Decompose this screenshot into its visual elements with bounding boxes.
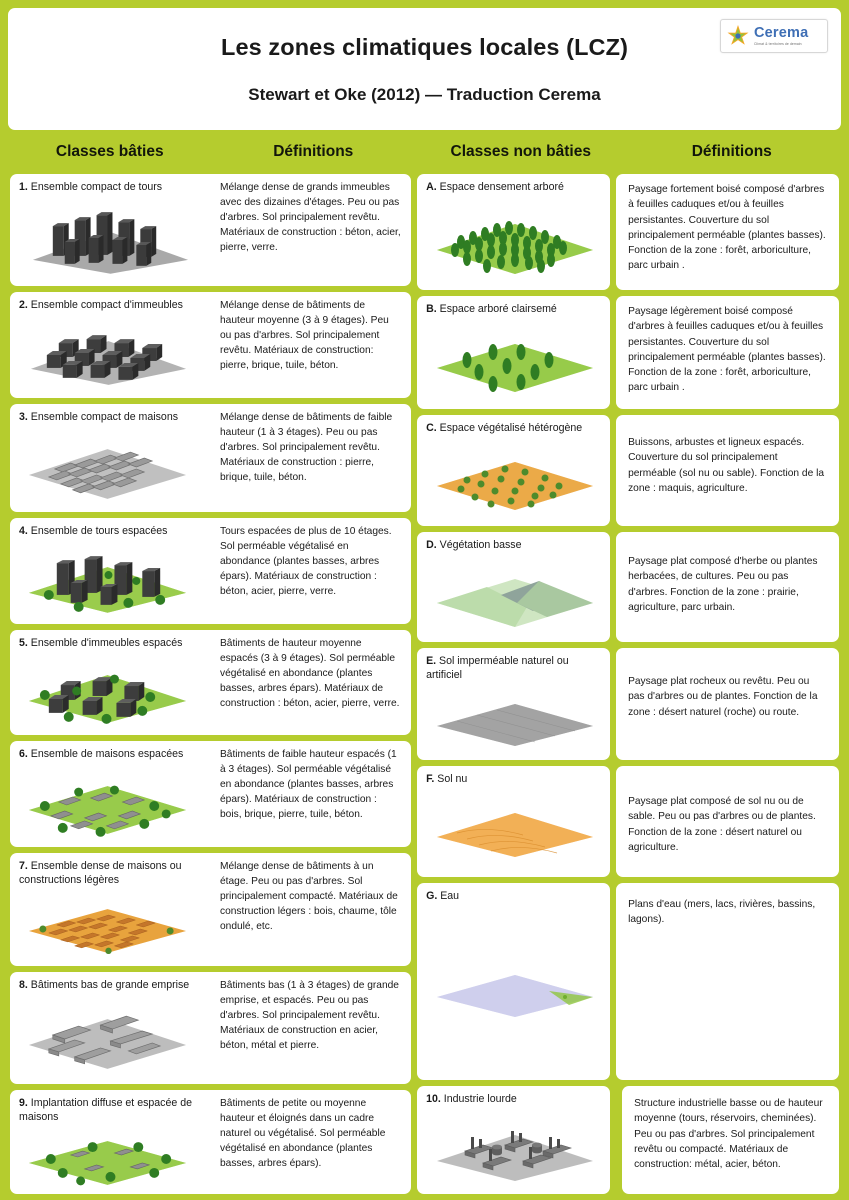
lcz5-definition: Bâtiments de hauteur moyenne espacés (3 à 9 étages). Sol perméable végétalisé en abondance (plantes basses, arbres épars). Matériaux de construction : béton, acier, pierre, verre. [220,637,400,709]
lcz5-title: Ensemble d'immeubles espacés [30,636,183,649]
built-column [10,174,411,1194]
lcz4-definition: Tours espacées de plus de 10 étages. Sol perméable végétalisé en abondance (plantes basses, arbres épars). Matériaux de construction : béton, acier, pierre, verre. [220,525,392,597]
lcz5-label [19,636,196,650]
lcz8-number: 8. [19,979,28,992]
lcz9-illustration [19,1126,196,1188]
lczc-definition-card [616,415,839,526]
lczg-figure-cell [417,883,610,1080]
nonbuilt-definition-column [616,174,839,1080]
lcz3-figure-cell [10,404,203,512]
paved-surface-icon [427,690,603,750]
lczf-definition-card [616,766,839,877]
lcza-definition-card [616,174,839,290]
cerema-logo [720,19,828,53]
lcz10-definition: Structure industrielle basse ou de hauteur moyenne (tours, réservoirs, cheminées). Peu ou pas d'arbres. Sol principalement revêtu ou compacté. Matériaux de construction: métal, acier, béton. [634,1098,823,1171]
lczd-figure-cell [417,532,610,642]
lcze-title: Sol imperméable naturel ou artificiel [426,655,569,682]
open-midrise-icon [19,655,196,727]
lczd-title: Végétation basse [439,539,522,551]
lcz10-figure-cell [417,1086,610,1194]
lczc-figure-cell [417,415,610,526]
lczg-title: Eau [440,890,460,902]
lcz6-definition: Bâtiments de faible hauteur espacés (1 à 3 étages). Sol perméable végétalisé en abondance (plantes basses, arbres épars). Matériaux de construction : bois, brique, pierre, tuile, béton. [220,749,397,821]
table-row [10,972,411,1084]
lcz4-label [19,524,196,538]
lcz3-illustration [19,426,196,505]
lcz10-number: 10. [426,1093,441,1105]
heavy-industry-icon [427,1113,603,1185]
lcz4-title: Ensemble de tours espacées [30,524,168,537]
lcze-definition: Paysage plat rocheux ou revêtu. Peu ou pas d'arbres ou de plantes. Fonction de la zone : désert naturel (roche) ou route. [628,676,818,718]
lcze-label [426,654,603,682]
table-row [10,741,411,847]
lcz2-title: Ensemble compact d'immeubles [30,299,183,312]
cerema-logo-text [754,26,808,46]
dense-trees-icon [427,202,603,280]
lcz8-definition: Bâtiments bas (1 à 3 étages) de grande emprise, et espacés. Peu ou pas d'arbres. Sol principalement revêtu. Matériaux de construction en acier, béton, métal et pierre. [220,980,399,1052]
lczg-label [426,889,603,903]
page-subtitle: Stewart et Oke (2012) — Traduction Cerema [248,85,601,104]
water-icon [427,961,603,1019]
lczf-definition: Paysage plat composé de sol nu ou de sable. Peu ou pas d'arbres ou de plantes. Fonction de la zone : désert naturel ou agriculture. [628,796,816,853]
lczc-definition: Buissons, arbustes et ligneux espacés. Couverture du sol principalement perméable (sol nu ou sable). Fonction de la zone : maquis, agriculture. [628,437,825,494]
table-row [10,292,411,398]
lcz5-figure-cell [10,630,203,736]
lcz9-label [19,1096,196,1124]
lczc-number: C. [426,422,437,434]
lczc-illustration [426,437,603,521]
lcz2-illustration [19,315,196,393]
lczb-definition-card [616,296,839,409]
lcz1-title: Ensemble compact de tours [30,181,163,193]
lcz9-definition: Bâtiments de petite ou moyenne hauteur et éloignés dans un cadre naturel ou végétalisé. Sol perméable végétalisé en abondance (plantes basses, arbres épars). [220,1097,386,1169]
lcze-figure-cell [417,648,610,760]
bush-scrub-icon [427,444,603,514]
lcz5-number: 5. [19,636,28,649]
lcze-number: E. [426,655,437,667]
scattered-trees-icon [427,324,603,398]
open-lowrise-icon [19,766,196,838]
lczb-number: B. [426,303,437,315]
table-row [417,1086,839,1194]
lcz9-figure-cell [10,1090,203,1194]
compact-lowrise-icon [19,429,196,503]
large-lowrise-icon [19,999,196,1073]
lcz6-label [19,747,196,761]
lcz7-illustration [19,889,196,960]
lcz7-title: Ensemble dense de maisons ou constructions légères [19,860,182,887]
lcz2-definition: Mélange dense de bâtiments de hauteur moyenne (3 à 9 étages). Peu ou pas d'arbres. Sol principalement revêtu. Matériaux de construction: pierre, brique, tuile, béton. [220,300,389,372]
lcz4-number: 4. [19,524,28,537]
open-highrise-icon [19,543,196,615]
lczb-illustration [426,318,603,404]
lcza-title: Espace densement arboré [439,181,564,193]
lczd-number: D. [426,539,437,551]
low-plants-icon [427,561,603,631]
table-row [10,1090,411,1194]
lczf-label [426,772,603,786]
lczg-number: G. [426,890,438,902]
lczd-definition-card [616,532,839,642]
lcz3-title: Ensemble compact de maisons [30,411,179,424]
colhead-built-definitions: Définitions [273,143,354,160]
lcze-illustration [426,684,603,755]
lczg-definition: Plans d'eau (mers, lacs, rivières, bassins, lagons). [628,899,816,926]
sparsely-built-icon [19,1125,196,1189]
lcz10-illustration [426,1108,603,1189]
lcz10-label [426,1092,603,1106]
lcz7-number: 7. [19,860,28,873]
lczb-figure-cell [417,296,610,409]
lcz9-title: Implantation diffuse et espacée de maisons [19,1096,192,1124]
table-row [10,518,411,624]
lczf-figure-cell [417,766,610,877]
lcze-definition-card [616,648,839,760]
cerema-logo-mark [725,23,751,49]
lcz6-figure-cell [10,741,203,847]
lcz1-label [19,180,196,194]
column-headers [8,130,841,174]
lcz3-definition: Mélange dense de bâtiments de faible hauteur (1 à 3 étages). Peu ou pas d'arbres. Sol principalement revêtu. Matériaux de construction : pierre, brique, tuile, béton. [220,412,393,484]
table-row [10,404,411,512]
lightweight-lowrise-icon [19,893,196,957]
poster-header [8,8,841,130]
lcz1-illustration [19,196,196,280]
poster-body [8,174,841,1194]
lcza-definition: Paysage fortement boisé composé d'arbres à feuilles caduques et/ou à feuilles persistantes. Couverture du sol principalement perméable (plantes basses). Fonction de la zone : forêt, arboriculture, parc urbain . [628,184,826,272]
lczf-illustration [426,788,603,872]
lcz6-number: 6. [19,748,28,761]
compact-midrise-icon [19,317,196,389]
lcz8-title: Bâtiments bas de grande emprise [30,979,190,992]
lcz7-figure-cell [10,853,203,966]
lcz6-title: Ensemble de maisons espacées [30,748,184,761]
lcz2-number: 2. [19,299,28,312]
lcz2-label [19,298,196,312]
lcz1-definition: Mélange dense de grands immeubles avec des dizaines d'étages. Peu ou pas d'arbres. Sol principalement revêtu. Matériaux de construction : béton, acier, pierre, verre. [220,182,401,253]
logo-name: Cerema [754,25,809,42]
lczf-title: Sol nu [437,773,468,785]
lcza-number: A. [426,181,437,193]
lcza-label [426,180,603,194]
lcz10-definition-card [622,1086,839,1194]
lcz8-figure-cell [10,972,203,1084]
lcz7-definition: Mélange dense de bâtiments à un étage. Peu ou pas d'arbres. Sol principalement compacté. Matériaux de construction légers : bois, chaume, tôle ondulé, etc. [220,861,398,932]
lcz6-illustration [19,764,196,842]
lcza-illustration [426,196,603,285]
page-title: Les zones climatiques locales (LCZ) [220,34,629,60]
lcz1-figure-cell [10,174,203,286]
lcz8-label [19,978,196,992]
lcz7-label [19,859,196,887]
colhead-nonbuilt-classes: Classes non bâties [450,143,591,160]
lcz4-figure-cell [10,518,203,624]
lcz9-number: 9. [19,1096,28,1109]
logo-tagline: Climat & territoires de demain [754,41,802,46]
lczg-definition-card [616,883,839,1080]
lcz3-number: 3. [19,411,28,424]
lcza-figure-cell [417,174,610,290]
lczb-label [426,302,603,316]
lcz3-label [19,410,196,424]
table-row [10,853,411,966]
nonbuilt-figure-column [417,174,610,1080]
lcz1-number: 1. [19,181,28,193]
lcz2-figure-cell [10,292,203,398]
nonbuilt-rows [417,174,839,1080]
lcz10-title: Industrie lourde [443,1093,517,1105]
lczd-illustration [426,554,603,637]
bare-soil-icon [427,799,603,861]
lczc-title: Espace végétalisé hétérogène [439,422,583,434]
lczf-number: F. [426,773,435,785]
lcz8-illustration [19,995,196,1078]
colhead-built-classes: Classes bâties [55,143,164,160]
compact-highrise-icon [19,198,196,278]
lczg-illustration [426,905,603,1075]
lczb-definition: Paysage légèrement boisé composé d'arbres à feuilles caduques et/ou à feuilles persistantes. Couverture du sol principalement perméable (plantes basses). Fonction de la zone : forêt, arboriculture, parc urbain . [628,306,826,394]
lczd-definition: Paysage plat composé d'herbe ou plantes herbacées, de cultures. Peu ou pas d'arbres. Fonction de la zone : prairie, agriculture, parc urbain. [628,556,818,613]
table-row [10,174,411,286]
lczd-label [426,538,603,552]
lczc-label [426,421,603,435]
lczb-title: Espace arboré clairsemé [439,303,557,315]
lcz5-illustration [19,652,196,730]
nonbuilt-column [417,174,839,1194]
lcz4-illustration [19,540,196,618]
colhead-nonbuilt-definitions: Définitions [691,143,772,160]
logo-star-icon [725,23,751,49]
table-row [10,630,411,736]
